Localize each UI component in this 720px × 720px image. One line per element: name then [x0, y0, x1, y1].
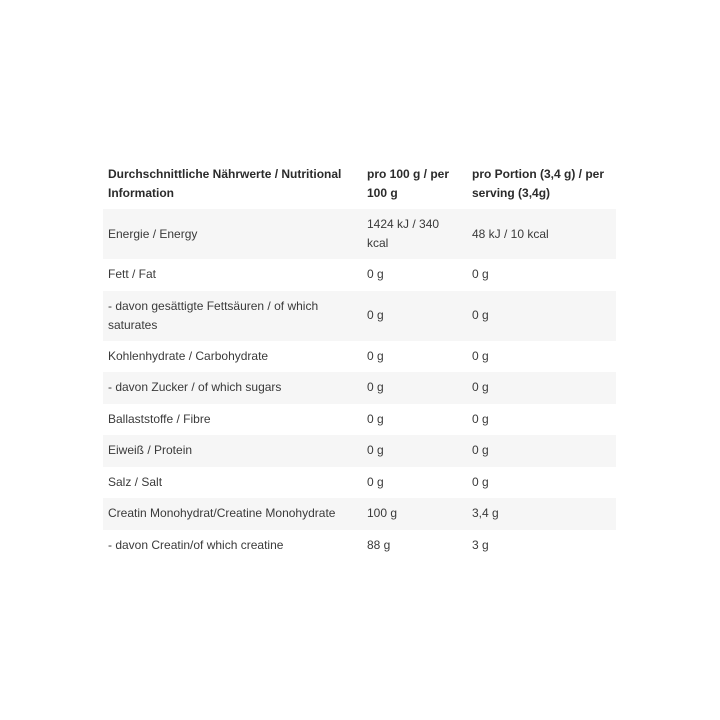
value-per-100g: 100 g — [367, 506, 398, 521]
table-row — [103, 372, 616, 404]
value-per-100g: 0 g — [367, 267, 384, 282]
table-row — [103, 291, 616, 341]
value-per-serving: 0 g — [472, 443, 489, 458]
table-row — [103, 341, 616, 373]
nutrient-label: - davon gesättigte Fettsäuren / of which saturates — [108, 298, 319, 332]
nutrient-label: - davon Creatin/of which creatine — [108, 537, 284, 552]
value-per-serving: 0 g — [472, 267, 489, 282]
nutrient-label: Eiweiß / Protein — [108, 443, 193, 458]
table-row — [103, 530, 616, 562]
value-per-serving: 0 g — [472, 308, 489, 322]
value-per-serving: 0 g — [472, 380, 489, 395]
table-row — [103, 435, 616, 467]
table-row — [103, 467, 616, 499]
value-per-serving: 0 g — [472, 474, 489, 489]
table-row — [103, 259, 616, 291]
nutrient-label: - davon Zucker / of which sugars — [108, 380, 282, 395]
value-per-100g: 0 g — [367, 308, 384, 322]
nutrient-label: Kohlenhydrate / Carbohydrate — [108, 348, 269, 363]
nutrient-label: Salz / Salt — [108, 474, 163, 489]
nutrient-label: Ballaststoffe / Fibre — [108, 411, 211, 426]
value-per-serving: 0 g — [472, 348, 489, 363]
table-row — [103, 209, 616, 259]
nutrient-label: Creatin Monohydrat/Creatine Monohydrate — [108, 506, 336, 521]
nutrient-label: Fett / Fat — [108, 267, 157, 282]
value-per-100g: 0 g — [367, 380, 384, 395]
value-per-100g: 88 g — [367, 537, 391, 552]
value-per-100g: 0 g — [367, 348, 384, 363]
value-per-serving: 48 kJ / 10 kcal — [472, 226, 549, 241]
value-per-serving: 3,4 g — [472, 506, 499, 521]
nutrition-table — [103, 159, 616, 561]
header-row — [103, 159, 616, 209]
value-per-serving: 0 g — [472, 411, 489, 426]
value-per-serving: 3 g — [472, 537, 489, 552]
value-per-100g: 0 g — [367, 474, 384, 489]
table-row — [103, 404, 616, 436]
nutrient-label: Energie / Energy — [108, 226, 198, 241]
value-per-100g: 1424 kJ / 340 kcal — [367, 217, 440, 250]
table-header — [103, 159, 616, 209]
table-row — [103, 498, 616, 530]
header-nutrient: Durchschnittliche Nährwerte / Nutritional Information — [108, 167, 342, 200]
value-per-100g: 0 g — [367, 411, 384, 426]
header-per-100g: pro 100 g / per 100 g — [367, 167, 450, 200]
header-per-serving: pro Portion (3,4 g) / per serving (3,4g) — [472, 167, 605, 200]
table-body — [103, 209, 616, 561]
value-per-100g: 0 g — [367, 443, 384, 458]
